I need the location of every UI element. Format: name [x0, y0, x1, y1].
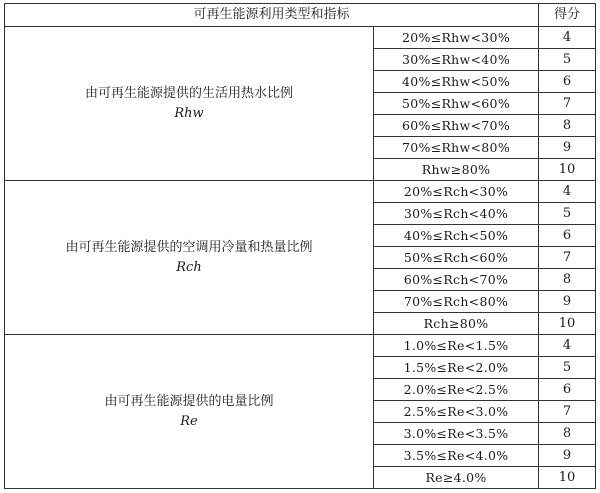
- score-cell: 9: [539, 137, 596, 159]
- condition-cell: Re≥4.0%: [374, 467, 539, 489]
- category-symbol: Rch: [176, 259, 202, 275]
- condition-cell: Rch≥80%: [374, 313, 539, 335]
- condition-cell: 2.0%≤Re<2.5%: [374, 379, 539, 401]
- condition-cell: 30%≤Rhw<40%: [374, 49, 539, 71]
- category-label: 由可再生能源提供的生活用热水比例: [84, 85, 293, 101]
- header-row: [5, 4, 596, 27]
- condition-cell: 3.0%≤Re<3.5%: [374, 423, 539, 445]
- score-cell: 7: [539, 93, 596, 115]
- category-cell: [5, 27, 374, 181]
- score-cell: 9: [539, 445, 596, 467]
- score-cell: 5: [539, 203, 596, 225]
- condition-cell: 50%≤Rch<60%: [374, 247, 539, 269]
- condition-cell: 30%≤Rch<40%: [374, 203, 539, 225]
- type-and-indicator-header: 可再生能源利用类型和指标: [5, 4, 539, 27]
- condition-cell: 60%≤Rhw<70%: [374, 115, 539, 137]
- condition-cell: 50%≤Rhw<60%: [374, 93, 539, 115]
- table-row: [5, 27, 596, 49]
- table-row: [5, 335, 596, 357]
- condition-cell: 2.5%≤Re<3.0%: [374, 401, 539, 423]
- score-cell: 5: [539, 357, 596, 379]
- score-cell: 8: [539, 269, 596, 291]
- score-cell: 4: [539, 27, 596, 49]
- score-cell: 5: [539, 49, 596, 71]
- score-cell: 8: [539, 115, 596, 137]
- condition-cell: 60%≤Rch<70%: [374, 269, 539, 291]
- score-cell: 4: [539, 335, 596, 357]
- score-header: 得分: [539, 4, 596, 27]
- table-row: [5, 181, 596, 203]
- condition-cell: 20%≤Rhw<30%: [374, 27, 539, 49]
- category-symbol: Rhw: [174, 105, 204, 121]
- condition-cell: 40%≤Rhw<50%: [374, 71, 539, 93]
- condition-cell: 70%≤Rhw<80%: [374, 137, 539, 159]
- condition-cell: 3.5%≤Re<4.0%: [374, 445, 539, 467]
- score-cell: 9: [539, 291, 596, 313]
- category-label: 由可再生能源提供的空调用冷量和热量比例: [65, 239, 313, 255]
- score-cell: 6: [539, 379, 596, 401]
- score-cell: 6: [539, 71, 596, 93]
- condition-cell: Rhw≥80%: [374, 159, 539, 181]
- score-cell: 8: [539, 423, 596, 445]
- category-label: 由可再生能源提供的电量比例: [104, 393, 274, 409]
- table-body: [5, 27, 596, 489]
- condition-cell: 1.0%≤Re<1.5%: [374, 335, 539, 357]
- condition-cell: 20%≤Rch<30%: [374, 181, 539, 203]
- renewable-energy-scoring-table: [4, 3, 596, 489]
- condition-cell: 40%≤Rch<50%: [374, 225, 539, 247]
- score-cell: 7: [539, 247, 596, 269]
- score-cell: 10: [539, 467, 596, 489]
- category-cell: [5, 181, 374, 335]
- score-cell: 10: [539, 313, 596, 335]
- scoring-table-container: [4, 3, 596, 489]
- score-cell: 4: [539, 181, 596, 203]
- condition-cell: 70%≤Rch<80%: [374, 291, 539, 313]
- score-cell: 10: [539, 159, 596, 181]
- score-cell: 6: [539, 225, 596, 247]
- category-symbol: Re: [180, 413, 198, 429]
- condition-cell: 1.5%≤Re<2.0%: [374, 357, 539, 379]
- score-cell: 7: [539, 401, 596, 423]
- category-cell: [5, 335, 374, 489]
